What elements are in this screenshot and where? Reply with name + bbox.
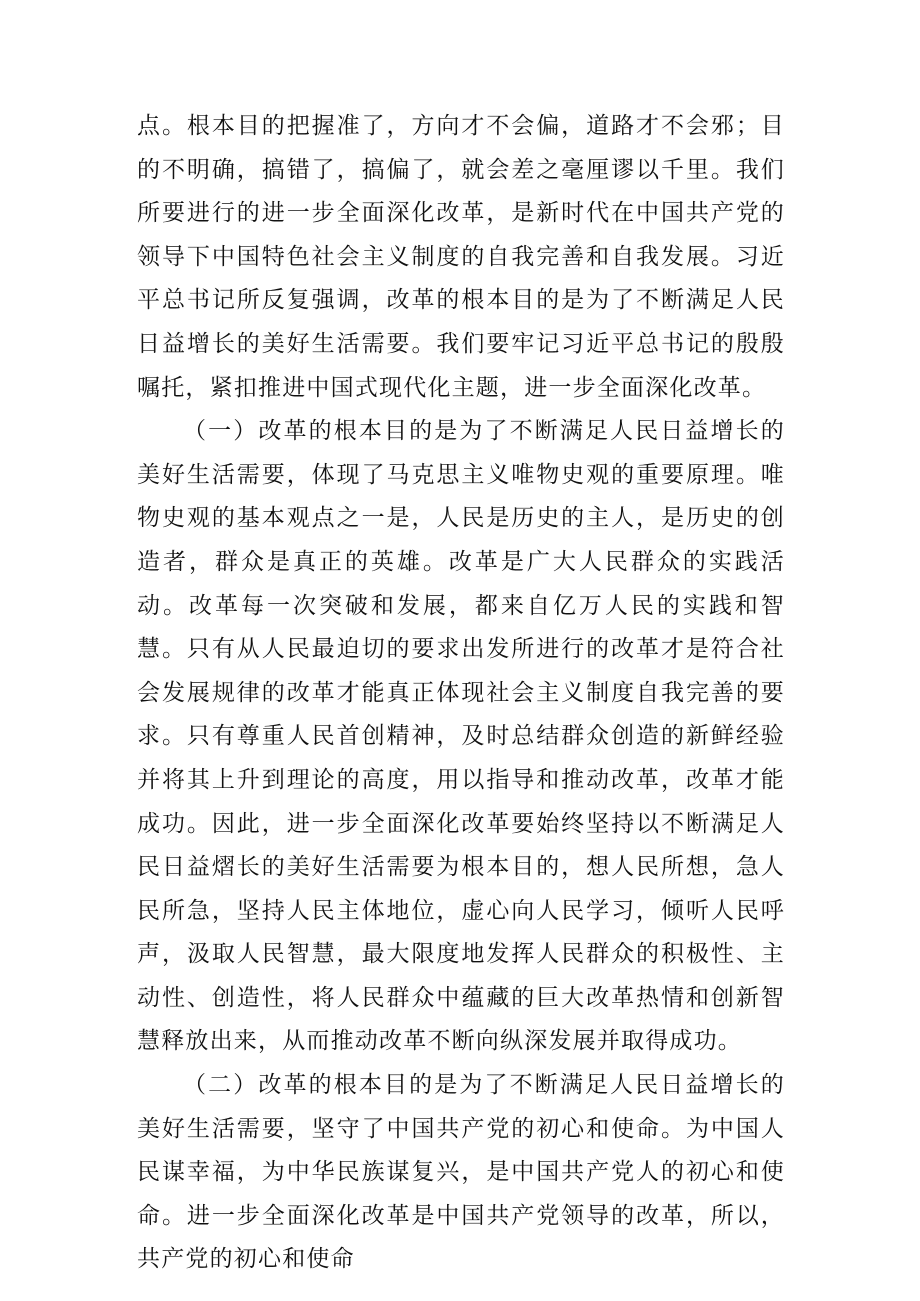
- paragraph-section-2: （二）改革的根本目的是为了不断满足人民日益增长的美好生活需要，坚守了中国共产党的初心和使命。为中国人民谋幸福，为中华民族谋复兴，是中国共产党人的初心和使命。进一步全面深化改革是中国共产党领导的改革，所以，共产党的初心和使命: [137, 1072, 785, 1273]
- document-body: [137, 105, 785, 1282]
- paragraph-section-1: （一）改革的根本目的是为了不断满足人民日益增长的美好生活需要，体现了马克思主义唯物史观的重要原理。唯物史观的基本观点之一是，人民是历史的主人，是历史的创造者，群众是真正的英雄。改革是广大人民群众的实践活动。改革每一次突破和发展，都来自亿万人民的实践和智慧。只有从人民最迫切的要求出发所进行的改革才是符合社会发展规律的改革才能真正体现社会主义制度自我完善的要求。只有尊重人民首创精神，及时总结群众创造的新鲜经验并将其上升到理论的高度，用以指导和推动改革，改革才能成功。因此，进一步全面深化改革要始终坚持以不断满足人民日益熠长的美好生活需要为根本目的，想人民所想，急人民所急，坚持人民主体地位，虚心向人民学习，倾听人民呼声，汲取人民智慧，最大限度地发挥人民群众的积极性、主动性、创造性，将人民群众中蕴藏的巨大改革热情和创新智慧释放出来，从而推动改革不断向纵深发展并取得成功。: [137, 418, 785, 1055]
- paragraph-continuation: 点。根本目的把握准了，方向才不会偏，道路才不会邪；目的不明确，搞错了，搞偏了，就会差之毫厘谬以千里。我们所要进行的进一步全面深化改革，是新时代在中国共产党的领导下中国特色社会主义制度的自我完善和自我发展。习近平总书记所反复强调，改革的根本目的是为了不断满足人民日益增长的美好生活需要。我们要牢记习近平总书记的殷殷嘱托，紧扣推进中国式现代化主题，进一步全面深化改革。: [137, 113, 785, 401]
